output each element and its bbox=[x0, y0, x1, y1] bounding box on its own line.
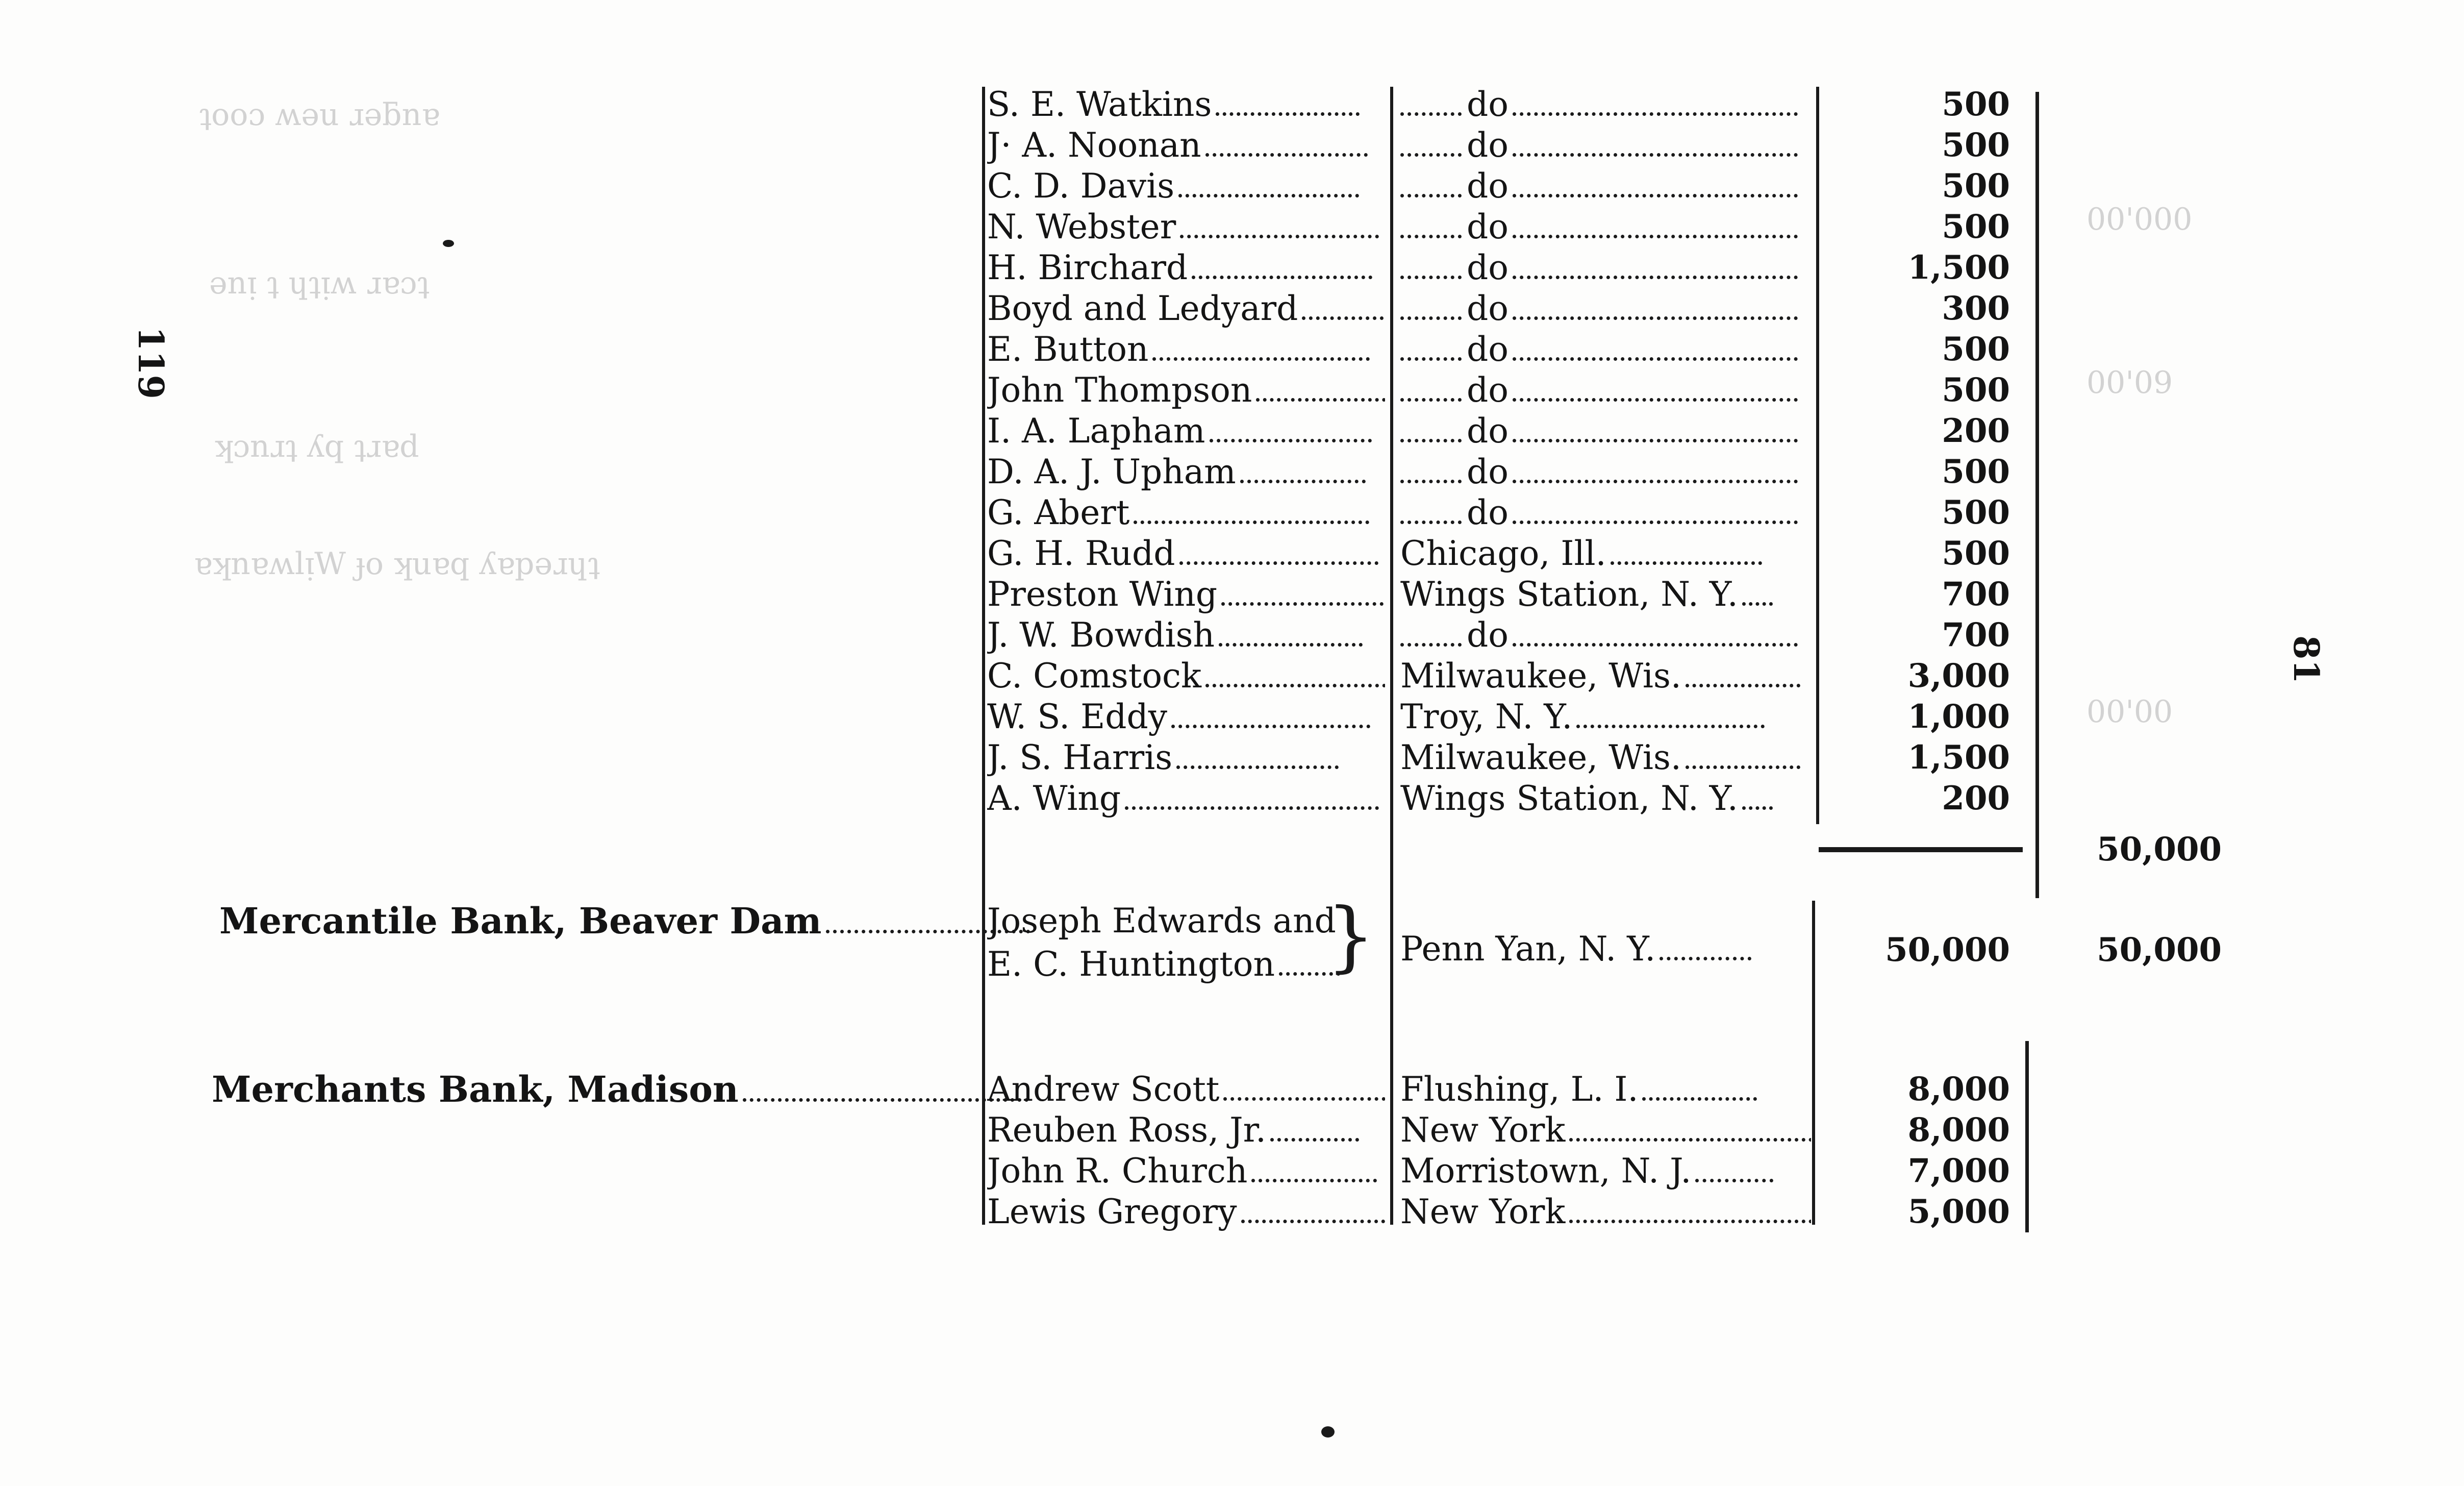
entry-name: John Thompson bbox=[987, 370, 1252, 410]
entry-amount: 200 bbox=[1942, 412, 2010, 450]
leader-dots bbox=[1742, 796, 1773, 810]
entry-location: Wings Station, N. Y. bbox=[1400, 779, 1738, 818]
leader-dots bbox=[1400, 102, 1462, 116]
leader-dots bbox=[1513, 469, 1798, 483]
entry-amount: 3,000 bbox=[1907, 657, 2010, 695]
entry-location: Wings Station, N. Y. bbox=[1400, 575, 1738, 614]
bleed-through-text: ʞɔnɹʇ ʎq ʇɹɐd bbox=[214, 429, 419, 464]
entry-location-cell bbox=[1400, 1192, 1811, 1232]
entry-name: C. Comstock bbox=[987, 656, 1202, 696]
entry-name-cell bbox=[987, 697, 1385, 737]
entry-name: A. Wing bbox=[987, 779, 1121, 818]
entry-name: D. A. J. Upham bbox=[987, 452, 1236, 491]
table-row bbox=[0, 247, 2464, 288]
entry-location-cell bbox=[1400, 615, 1811, 656]
entry-name: Lewis Gregory bbox=[987, 1192, 1237, 1231]
entry-name-cell bbox=[987, 656, 1385, 697]
leader-dots bbox=[1513, 429, 1798, 442]
table-row bbox=[0, 778, 2464, 819]
leader-dots bbox=[1400, 429, 1462, 442]
entry-name-cell bbox=[987, 492, 1385, 533]
mercantile-bank-name: Mercantile Bank, Beaver Dam bbox=[219, 900, 822, 942]
entry-location-cell bbox=[1400, 166, 1811, 207]
entry-location-cell bbox=[1400, 370, 1811, 411]
leader-dots bbox=[1152, 347, 1370, 361]
entry-location-cell bbox=[1400, 697, 1811, 737]
table-row bbox=[0, 84, 2464, 125]
entry-amount: 500 bbox=[1942, 126, 2010, 164]
entry-amount: 8,000 bbox=[1907, 1070, 2010, 1108]
entry-amount: 8,000 bbox=[1907, 1111, 2010, 1149]
table-row bbox=[0, 492, 2464, 533]
entry-name-cell bbox=[987, 125, 1385, 166]
entry-amount: 500 bbox=[1942, 208, 2010, 246]
leader-dots bbox=[1400, 633, 1462, 647]
leader-dots bbox=[1400, 306, 1462, 320]
ink-speck bbox=[443, 240, 454, 247]
table-row bbox=[0, 411, 2464, 452]
entry-name: J. S. Harris bbox=[987, 738, 1173, 777]
leader-dots bbox=[1686, 755, 1800, 769]
entry-amount: 500 bbox=[1942, 330, 2010, 368]
entry-location: do bbox=[1467, 85, 1508, 124]
entry-location-cell bbox=[1400, 656, 1811, 697]
leader-dots bbox=[1695, 1169, 1773, 1182]
entry-location-cell bbox=[1400, 574, 1811, 615]
leader-dots bbox=[1513, 225, 1798, 238]
entry-amount: 1,500 bbox=[1907, 738, 2010, 777]
bleed-through-text: ǝnᴉ ʇ ɥʇᴉʍ ɹɐɔʇ bbox=[209, 265, 430, 301]
leader-dots bbox=[1240, 469, 1366, 483]
entry-name-cell bbox=[987, 247, 1385, 288]
table-row bbox=[0, 697, 2464, 737]
entry-location-cell bbox=[1400, 247, 1811, 288]
group1-total: 50,000 bbox=[2097, 830, 2222, 869]
entry-name: W. S. Eddy bbox=[987, 697, 1168, 736]
leader-dots bbox=[1400, 265, 1462, 279]
entry-name: John R. Church bbox=[987, 1151, 1248, 1191]
mercantile-amount: 50,000 bbox=[1885, 931, 2010, 969]
table-row bbox=[0, 574, 2464, 615]
entry-amount: 500 bbox=[1942, 371, 2010, 409]
bleed-through-text: 00'00 bbox=[2086, 694, 2173, 730]
leader-dots bbox=[1660, 947, 1751, 960]
entry-location: do bbox=[1467, 248, 1508, 287]
mercantile-name-line1: Joseph Edwards and bbox=[987, 901, 1336, 940]
entry-location: do bbox=[1467, 452, 1508, 491]
entry-location-cell bbox=[1400, 329, 1811, 370]
entry-location-cell bbox=[1400, 492, 1811, 533]
entry-name-cell bbox=[987, 329, 1385, 370]
leader-dots bbox=[1125, 796, 1379, 810]
table-row bbox=[0, 452, 2464, 492]
leader-dots bbox=[1642, 1087, 1757, 1101]
leader-dots bbox=[1686, 674, 1800, 687]
leader-dots bbox=[1241, 1209, 1385, 1223]
entry-location-cell bbox=[1400, 288, 1811, 329]
leader-dots bbox=[1251, 1169, 1377, 1182]
leader-dots bbox=[1513, 306, 1798, 320]
entry-location: do bbox=[1467, 615, 1508, 655]
mercantile-location-text: Penn Yan, N. Y. bbox=[1400, 929, 1656, 969]
entry-amount: 500 bbox=[1942, 85, 2010, 123]
leader-dots bbox=[1179, 551, 1378, 565]
entry-name-cell bbox=[987, 574, 1385, 615]
entry-location: Morristown, N. J. bbox=[1400, 1151, 1692, 1191]
entry-name: Preston Wing bbox=[987, 575, 1218, 614]
entry-location-cell bbox=[1400, 1110, 1811, 1151]
bleed-through-text: ʇooɔ ʍǝu ɹǝƃnɐ bbox=[199, 97, 440, 133]
entry-location: do bbox=[1467, 493, 1508, 532]
leader-dots bbox=[1400, 347, 1462, 361]
leader-dots bbox=[1569, 1209, 1811, 1223]
leader-dots bbox=[1205, 674, 1385, 687]
table-row bbox=[0, 737, 2464, 778]
table-row bbox=[0, 615, 2464, 656]
mercantile-name-line2-text: E. C. Huntington bbox=[987, 945, 1275, 984]
entry-location-cell bbox=[1400, 1069, 1811, 1110]
leader-dots bbox=[1216, 102, 1360, 116]
entry-location-cell bbox=[1400, 411, 1811, 452]
leader-dots bbox=[1611, 551, 1762, 565]
entry-location: Chicago, Ill. bbox=[1400, 534, 1606, 573]
entry-location: do bbox=[1467, 411, 1508, 451]
table-row bbox=[0, 207, 2464, 247]
right-margin-page-number: 81 bbox=[2285, 635, 2326, 684]
leader-dots bbox=[1205, 143, 1368, 157]
curly-brace: } bbox=[1326, 892, 1375, 981]
merchants-bank-name: Merchants Bank, Madison bbox=[212, 1068, 739, 1110]
table-row bbox=[0, 125, 2464, 166]
entry-name-cell bbox=[987, 778, 1385, 819]
entry-name: H. Birchard bbox=[987, 248, 1188, 287]
entry-location: do bbox=[1467, 330, 1508, 369]
leader-dots bbox=[1256, 388, 1385, 402]
table-row bbox=[0, 1192, 2464, 1232]
entry-name: J. W. Bowdish bbox=[987, 615, 1215, 655]
mercantile-bank-label bbox=[219, 901, 1030, 942]
entry-amount: 500 bbox=[1942, 493, 2010, 532]
entry-location-cell bbox=[1400, 125, 1811, 166]
entry-name: C. D. Davis bbox=[987, 166, 1175, 206]
entry-location: Milwaukee, Wis. bbox=[1400, 738, 1681, 777]
entry-amount: 1,000 bbox=[1907, 698, 2010, 736]
bleed-through-text: ɐʞnɐʍlᴉW ɟo ʞuɐq ʎɐpǝɹɥʇ bbox=[194, 546, 600, 582]
leader-dots bbox=[1513, 265, 1798, 279]
entry-location: Flushing, L. I. bbox=[1400, 1070, 1639, 1109]
entry-name: E. Button bbox=[987, 330, 1149, 369]
entry-location-cell bbox=[1400, 533, 1811, 574]
mercantile-location bbox=[1400, 929, 1811, 970]
leader-dots bbox=[1270, 1128, 1359, 1142]
entry-name: J· A. Noonan bbox=[987, 126, 1201, 165]
left-margin-page-number: 119 bbox=[130, 327, 171, 399]
entry-location-cell bbox=[1400, 452, 1811, 492]
leader-dots bbox=[1400, 469, 1462, 483]
leader-dots bbox=[1513, 633, 1798, 647]
entry-name: Boyd and Ledyard bbox=[987, 289, 1298, 328]
entry-location: New York bbox=[1400, 1110, 1566, 1150]
leader-dots bbox=[1513, 347, 1798, 361]
entry-amount: 700 bbox=[1942, 575, 2010, 613]
entry-location-cell bbox=[1400, 1151, 1811, 1192]
leader-dots bbox=[1742, 592, 1773, 606]
entry-amount: 700 bbox=[1942, 616, 2010, 654]
leader-dots bbox=[1400, 225, 1462, 238]
entry-name-cell bbox=[987, 1110, 1385, 1151]
leader-dots bbox=[1513, 143, 1798, 157]
leader-dots bbox=[1180, 225, 1379, 238]
leader-dots bbox=[1400, 143, 1462, 157]
table-row bbox=[0, 370, 2464, 411]
table-row bbox=[0, 1110, 2464, 1151]
entry-location: do bbox=[1467, 207, 1508, 246]
entry-name-cell bbox=[987, 1151, 1385, 1192]
entry-name-cell bbox=[987, 1192, 1385, 1232]
entry-amount: 200 bbox=[1942, 779, 2010, 818]
entry-amount: 500 bbox=[1942, 534, 2010, 573]
entry-location: Troy, N. Y. bbox=[1400, 697, 1573, 736]
leader-dots bbox=[1134, 510, 1369, 524]
entry-name-cell bbox=[987, 207, 1385, 247]
entry-location: Milwaukee, Wis. bbox=[1400, 656, 1681, 696]
table-row bbox=[0, 329, 2464, 370]
entry-name-cell bbox=[987, 452, 1385, 492]
table-row bbox=[0, 1151, 2464, 1192]
entry-amount: 500 bbox=[1942, 167, 2010, 205]
leader-dots bbox=[1171, 714, 1370, 728]
entry-amount: 5,000 bbox=[1907, 1193, 2010, 1231]
leader-dots bbox=[1576, 714, 1765, 728]
leader-dots bbox=[1513, 184, 1798, 197]
leader-dots bbox=[1210, 429, 1372, 442]
entry-name-cell bbox=[987, 737, 1385, 778]
entry-location: New York bbox=[1400, 1192, 1566, 1231]
leader-dots bbox=[1513, 510, 1798, 524]
entry-location-cell bbox=[1400, 207, 1811, 247]
leader-dots bbox=[1400, 388, 1462, 402]
leader-dots bbox=[1219, 633, 1363, 647]
table-row bbox=[0, 288, 2464, 329]
entry-name-cell bbox=[987, 84, 1385, 125]
entry-amount: 300 bbox=[1942, 289, 2010, 328]
leader-dots bbox=[1176, 755, 1339, 769]
table-row bbox=[0, 533, 2464, 574]
leader-dots bbox=[1400, 510, 1462, 524]
entry-name: G. H. Rudd bbox=[987, 534, 1175, 573]
entry-name-cell bbox=[987, 533, 1385, 574]
entry-location: do bbox=[1467, 126, 1508, 165]
entry-location: do bbox=[1467, 166, 1508, 206]
leader-dots bbox=[1223, 1087, 1385, 1101]
leader-dots bbox=[1221, 592, 1384, 606]
entry-amount: 500 bbox=[1942, 453, 2010, 491]
mercantile-total: 50,000 bbox=[2097, 931, 2222, 969]
leader-dots bbox=[1192, 265, 1372, 279]
entry-name-cell bbox=[987, 615, 1385, 656]
entry-location-cell bbox=[1400, 84, 1811, 125]
entry-name: Reuben Ross, Jr. bbox=[987, 1110, 1266, 1150]
entry-name-cell bbox=[987, 166, 1385, 207]
mercantile-name-line2 bbox=[987, 944, 1385, 985]
leader-dots bbox=[1302, 306, 1385, 320]
entry-name: I. A. Lapham bbox=[987, 411, 1205, 451]
entry-location-cell bbox=[1400, 737, 1811, 778]
entry-name-cell bbox=[987, 1069, 1385, 1110]
table-row bbox=[0, 166, 2464, 207]
table-row bbox=[0, 656, 2464, 697]
entry-name-cell bbox=[987, 411, 1385, 452]
leader-dots bbox=[1400, 184, 1462, 197]
entry-location-cell bbox=[1400, 778, 1811, 819]
subtotal-rule bbox=[1819, 847, 2023, 852]
bleed-through-text: 00'09 bbox=[2086, 365, 2173, 401]
entry-location: do bbox=[1467, 289, 1508, 328]
entry-name: S. E. Watkins bbox=[987, 85, 1212, 124]
table-row bbox=[0, 1069, 2464, 1110]
entry-location: do bbox=[1467, 370, 1508, 410]
leader-dots bbox=[1513, 388, 1798, 402]
entry-name-cell bbox=[987, 288, 1385, 329]
entry-name: N. Webster bbox=[987, 207, 1176, 246]
entry-amount: 1,500 bbox=[1907, 249, 2010, 287]
entry-amount: 7,000 bbox=[1907, 1152, 2010, 1190]
entry-name: Andrew Scott bbox=[987, 1070, 1220, 1109]
leader-dots bbox=[1569, 1128, 1811, 1142]
leader-dots bbox=[1178, 184, 1359, 197]
ink-speck bbox=[1321, 1426, 1335, 1438]
entry-name: G. Abert bbox=[987, 493, 1130, 532]
entry-name-cell bbox=[987, 370, 1385, 411]
leader-dots bbox=[1513, 102, 1798, 116]
bleed-through-text: 00'000 bbox=[2086, 202, 2193, 237]
